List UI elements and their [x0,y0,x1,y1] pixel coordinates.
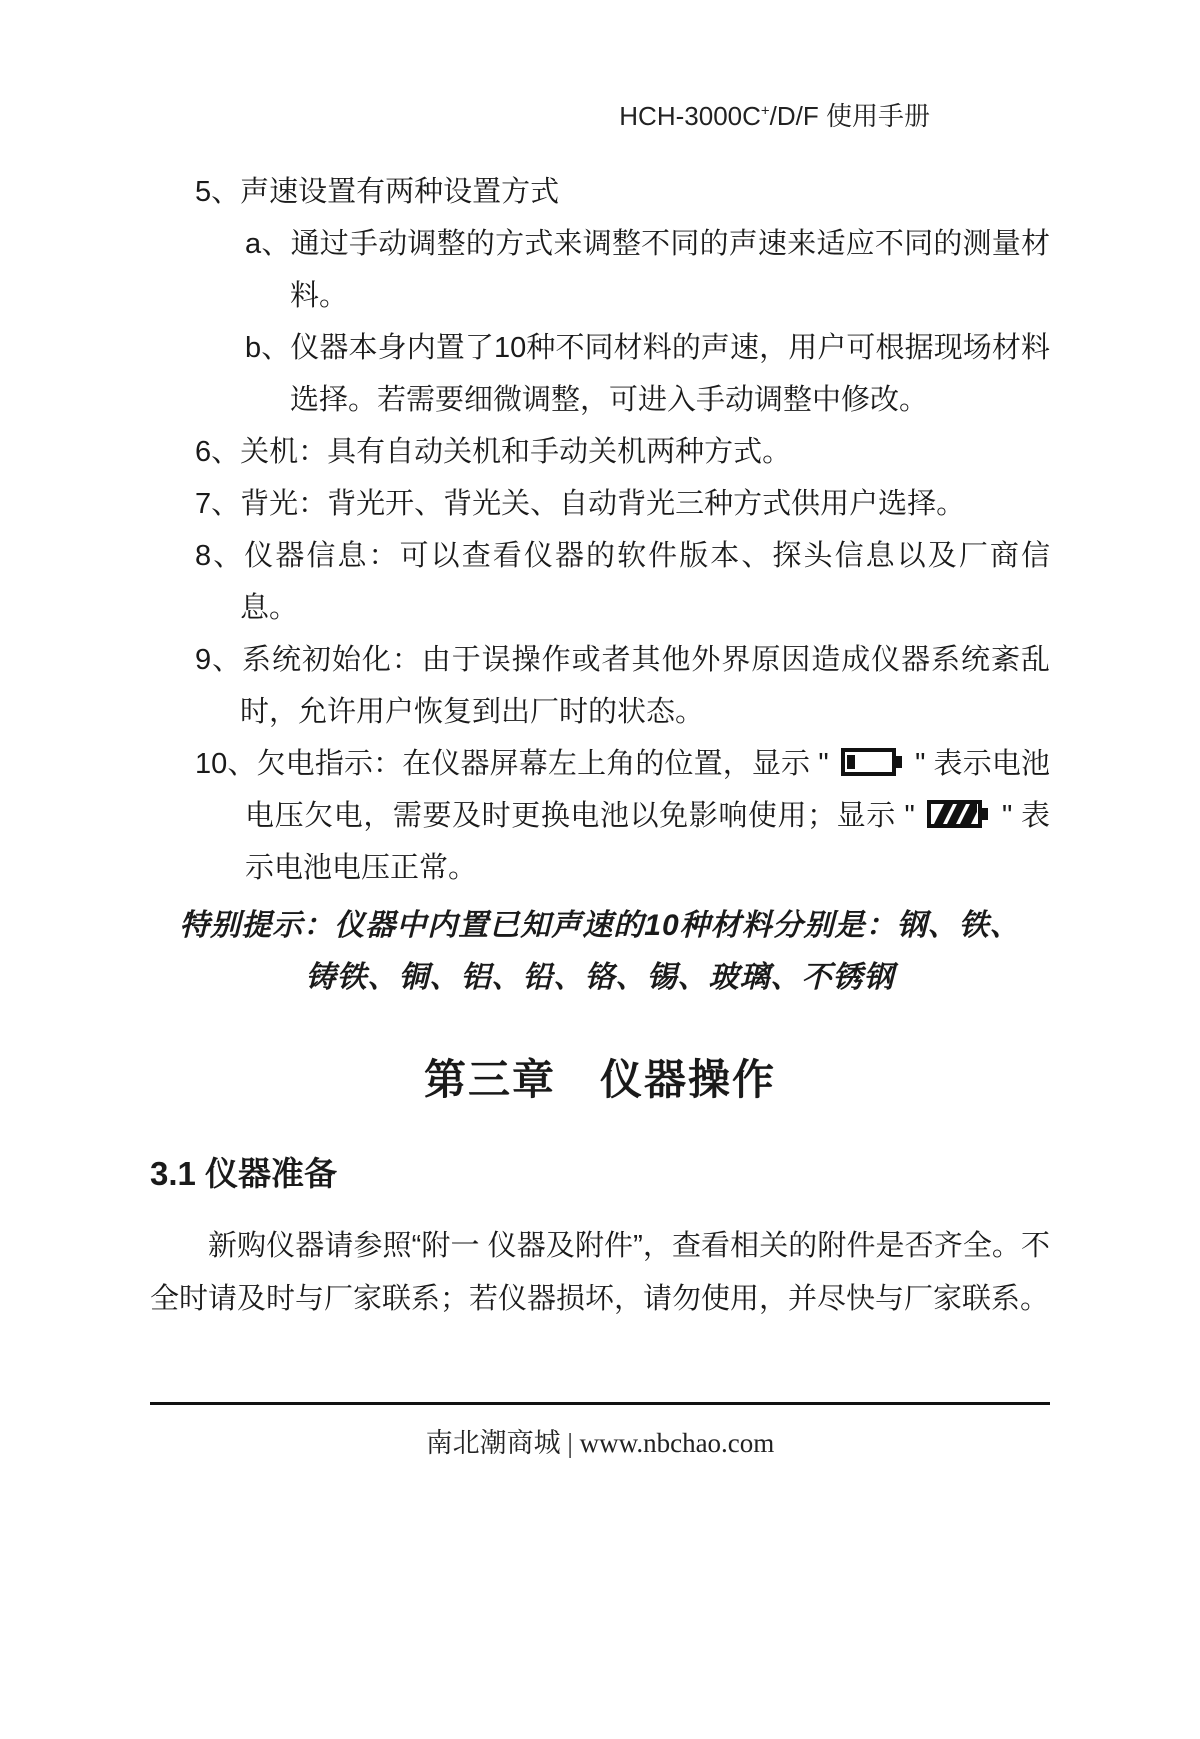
special-note [150,900,1050,1004]
item-number: 7、 [195,487,241,520]
battery-normal-icon [927,799,989,829]
item-number: a、 [245,227,291,260]
special-note-line2: 铸铁、铜、铝、铅、铬、锡、玻璃、不锈钢 [305,960,895,994]
manual-title-post: /D/F 使用手册 [769,100,930,131]
item-number: 9、 [195,643,243,676]
list-item-5 [150,166,1050,218]
item-text-segment: " 表示电池电压正常。 [245,799,1050,884]
list-item-5a [150,218,1050,322]
manual-title [619,101,930,131]
footer-divider [150,1402,1050,1405]
list-item-7 [150,478,1050,530]
item-number: 10、 [195,747,257,780]
item-number: b、 [245,331,291,364]
item-text: 关机：具有自动关机和手动关机两种方式。 [240,435,792,468]
item-text-segment: " 表示电池电压欠电，需要及时更换电池以免影响使用；显示 " [245,747,1050,832]
page-header [150,95,1050,132]
page-footer [150,1402,1050,1460]
feature-list [150,166,1050,1004]
item-text: 通过手动调整的方式来调整不同的声速来适应不同的测量材料。 [290,227,1050,312]
list-item-5b [150,322,1050,426]
footer-site-text: 南北潮商城 | www.nbchao.com [425,1428,775,1458]
list-item-10 [150,738,1050,894]
list-item-6 [150,426,1050,478]
special-note-line1: 特别提示：仪器中内置已知声速的10种材料分别是：钢、铁、 [179,908,1021,942]
item-number: 5、 [195,175,241,208]
superscript-plus: + [760,102,770,119]
body-paragraph: 新购仪器请参照“附一 仪器及附件”，查看相关的附件是否齐全。不全时请及时与厂家联系；若仪器损坏，请勿使用，并尽快与厂家联系。 [150,1229,1050,1315]
item-text: 声速设置有两种设置方式 [240,175,560,208]
item-text-segment: 欠电指示：在仪器屏幕左上角的位置，显示 " [256,747,837,780]
item-number: 6、 [195,435,241,468]
item-number: 8、 [195,539,245,572]
item-text: 系统初始化：由于误操作或者其他外界原因造成仪器系统紊乱时，允许用户恢复到出厂时的状态。 [240,643,1050,728]
section-title: 3.1 仪器准备 [150,1154,338,1192]
list-item-8 [150,530,1050,634]
manual-title-pre: HCH-3000C [619,100,761,131]
chapter-title: 第三章 仪器操作 [423,1055,776,1103]
item-text: 仪器信息：可以查看仪器的软件版本、探头信息以及厂商信息。 [240,539,1050,624]
battery-low-icon [841,747,903,777]
item-text: 背光：背光开、背光关、自动背光三种方式供用户选择。 [240,487,966,520]
item-text: 仪器本身内置了10种不同材料的声速，用户可根据现场材料选择。若需要细微调整，可进入手动调整中修改。 [290,331,1050,416]
list-item-9 [150,634,1050,738]
